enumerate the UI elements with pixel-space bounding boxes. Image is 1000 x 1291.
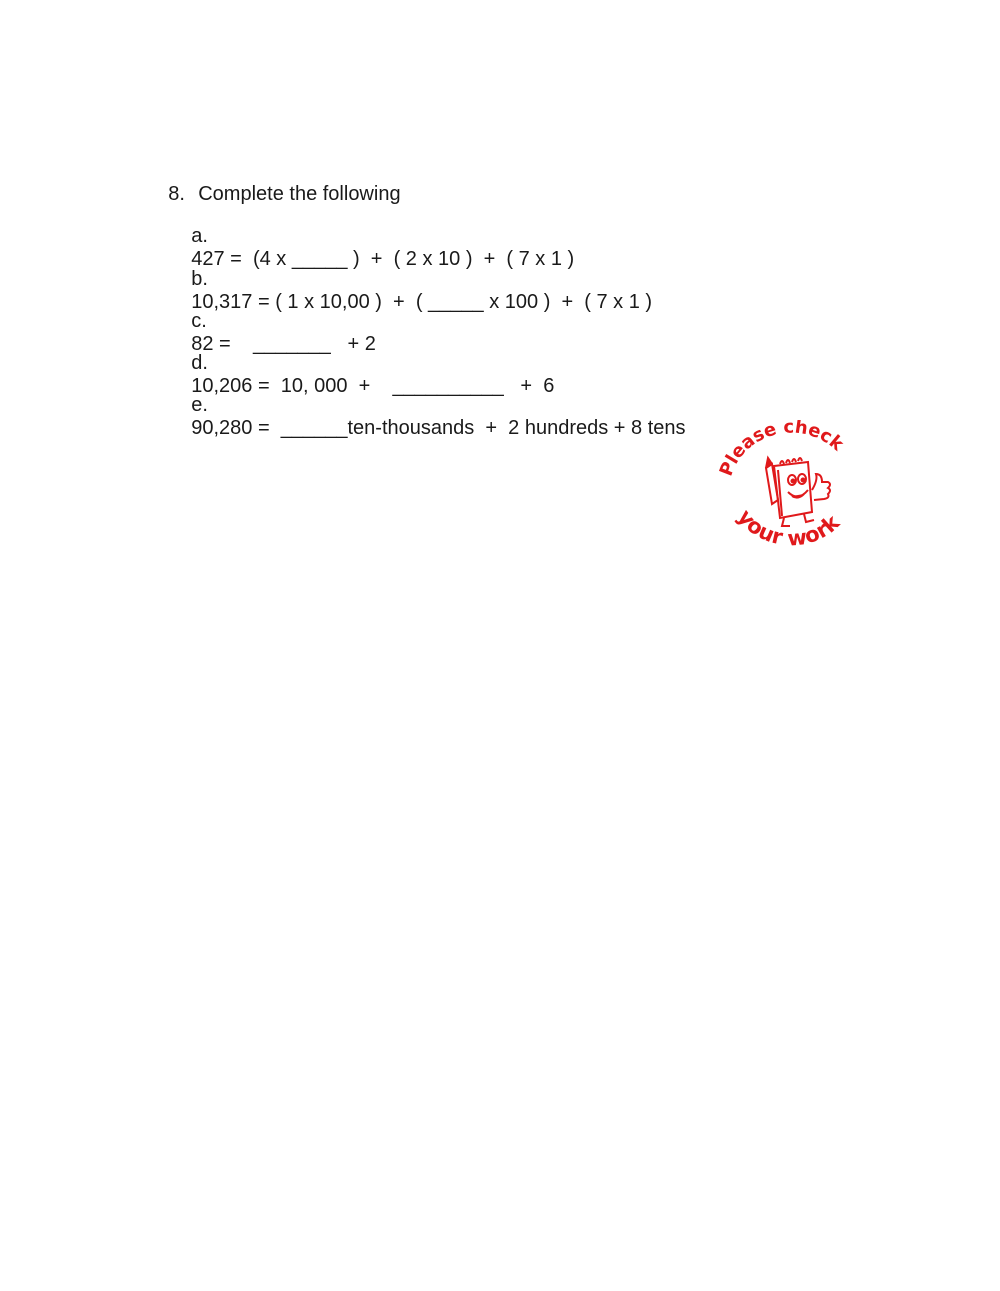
please-check-your-work-stamp: [708, 420, 868, 568]
question-title: Complete the following: [198, 183, 401, 205]
notepad-mascot-icon: [766, 458, 830, 526]
item-letter: d.: [191, 352, 208, 374]
stamp-graphic: [708, 420, 868, 568]
item-text: 82 = _______ + 2: [191, 333, 376, 355]
stamp-top-text: Please check: [715, 420, 848, 479]
stamp-bottom-text: your work: [732, 505, 845, 551]
item-text: 90,280 = ______ten-thousands + 2 hundreds + 8 tens: [191, 417, 686, 439]
item-text: 10,317 = ( 1 x 10,00 ) + ( _____ x 100 ) + ( 7 x 1 ): [191, 291, 653, 313]
question-number: 8.: [168, 183, 185, 205]
item-text: 427 = (4 x _____ ) + ( 2 x 10 ) + ( 7 x 1 ): [191, 248, 575, 270]
item-letter: a.: [191, 225, 208, 247]
question-item-e: [169, 371, 686, 463]
item-letter: c.: [191, 310, 207, 332]
item-letter: b.: [191, 268, 208, 290]
item-text: 10,206 = 10, 000 + __________ + 6: [191, 375, 555, 397]
item-letter: e.: [191, 394, 208, 416]
